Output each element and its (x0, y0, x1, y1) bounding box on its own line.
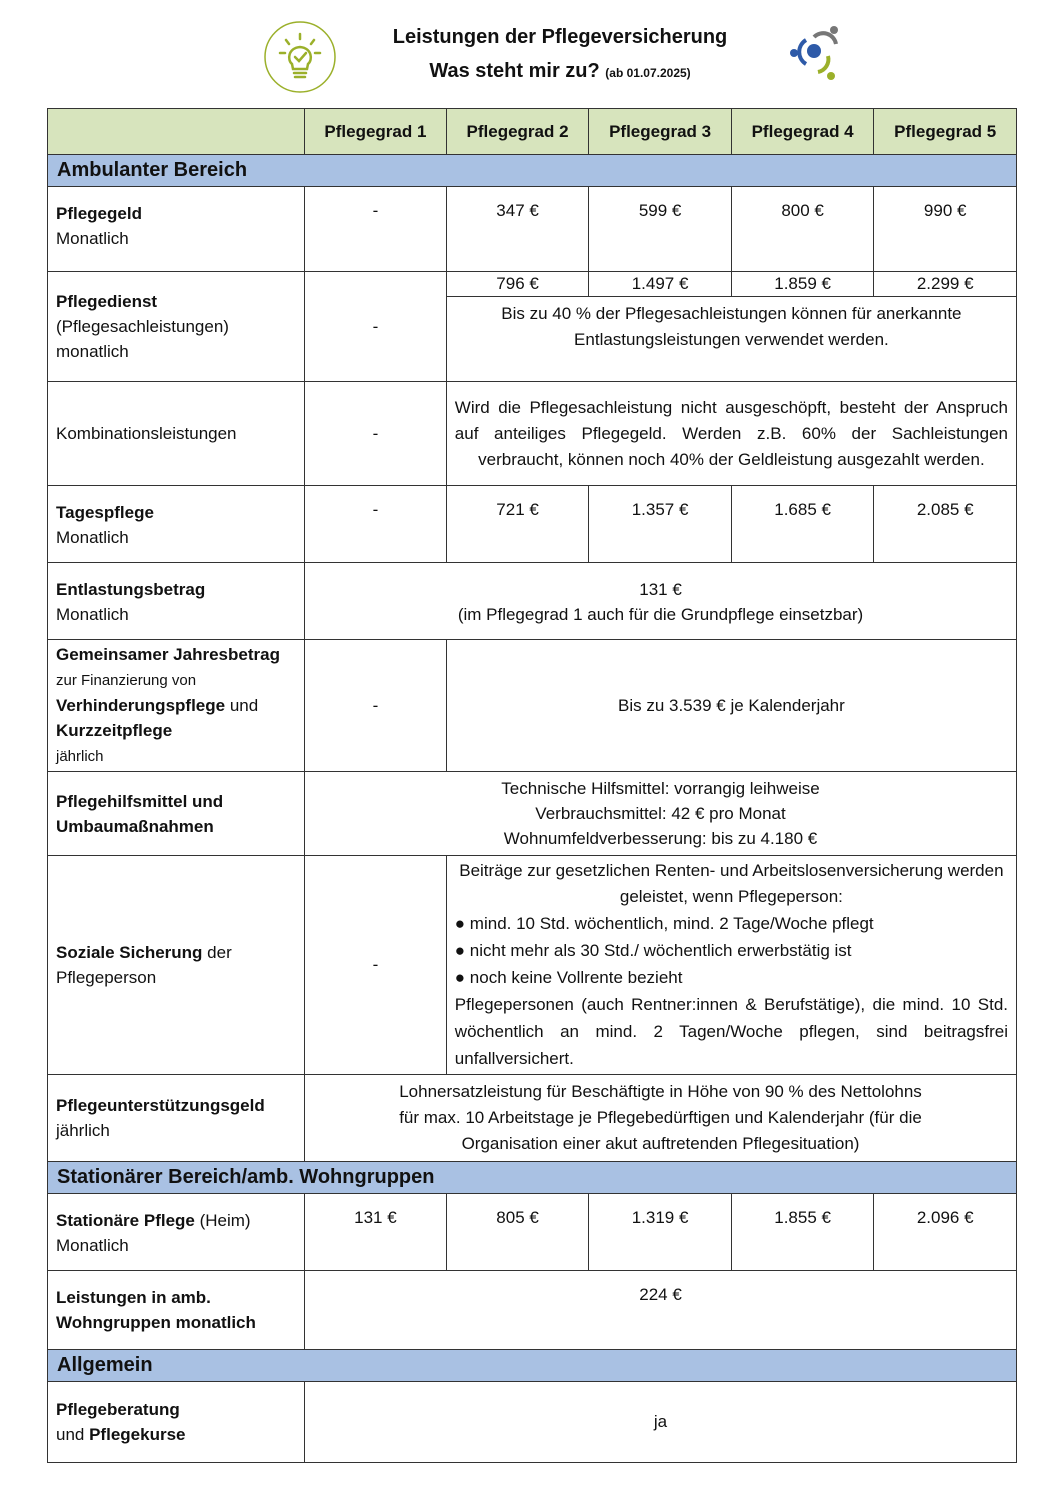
table-row-hilfsmittel (48, 772, 1017, 856)
cell-pg1: 131 € (305, 1194, 447, 1271)
row-label: Pflegehilfsmittel und Umbaumaßnahmen (48, 772, 305, 856)
row-label: Pflegegeld Monatlich (48, 187, 305, 272)
row-label: Tagespflege Monatlich (48, 486, 305, 563)
cell-pg2: 721 € (446, 486, 589, 563)
header-pflegegrad-1: Pflegegrad 1 (305, 109, 447, 155)
header-pflegegrad-2: Pflegegrad 2 (446, 109, 589, 155)
cell-pg2: 347 € (446, 187, 589, 272)
cell-pg2: 805 € (446, 1194, 589, 1271)
cell-pg5: 2.299 € (874, 272, 1017, 297)
table-row-jahresbetrag (48, 640, 1017, 772)
row-label: Gemeinsamer Jahresbetrag zur Finanzierung von Verhinderungspflege und Kurzzeitpflege jährlich (48, 640, 305, 772)
table-row-unterstuetzung (48, 1075, 1017, 1162)
bullet-item: ● nicht mehr als 30 Std./ wöchentlich erwerbstätig ist (454, 941, 852, 960)
row-label: Entlastungsbetrag Monatlich (48, 563, 305, 640)
header-pflegegrad-5: Pflegegrad 5 (874, 109, 1017, 155)
cell-pg3: 599 € (589, 187, 732, 272)
table-header-row (48, 109, 1017, 155)
bullet-item: ● mind. 10 Std. wöchentlich, mind. 2 Tage/Woche pflegt (454, 914, 874, 933)
page-header (0, 0, 1059, 105)
table-row-stationaer (48, 1194, 1017, 1271)
cell-pg1: - (305, 382, 447, 486)
cell-pg2: 796 € (446, 272, 589, 297)
benefits-table (47, 108, 1017, 1463)
cell-pg4: 800 € (731, 187, 874, 272)
table-row-pflegedienst (48, 272, 1017, 297)
header-cell-empty (48, 109, 305, 155)
jahresbetrag-value: Bis zu 3.539 € je Kalenderjahr (446, 640, 1016, 772)
section-allgemein: Allgemein (48, 1350, 1017, 1382)
hilfsmittel-text: Technische Hilfsmittel: vorrangig leihweise Verbrauchsmittel: 42 € pro Monat Wohnumfeldverbesserung: bis zu 4.180 € (305, 772, 1017, 856)
cell-pg4: 1.859 € (731, 272, 874, 297)
row-label: Pflegeunterstützungsgeld jährlich (48, 1075, 305, 1162)
cell-pg1: - (305, 272, 447, 382)
entlastung-value: 131 € (im Pflegegrad 1 auch für die Grundpflege einsetzbar) (305, 563, 1017, 640)
table-row-kombination (48, 382, 1017, 486)
cell-pg5: 2.085 € (874, 486, 1017, 563)
cell-pg3: 1.497 € (589, 272, 732, 297)
table-row-tagespflege (48, 486, 1017, 563)
people-circle-logo-icon (784, 22, 848, 86)
cell-pg5: 990 € (874, 187, 1017, 272)
cell-pg1: - (305, 486, 447, 563)
cell-pg1: - (305, 640, 447, 772)
cell-pg3: 1.357 € (589, 486, 732, 563)
row-label: Kombinationsleistungen (48, 382, 305, 486)
lightbulb-check-icon (263, 20, 337, 94)
cell-pg3: 1.319 € (589, 1194, 732, 1271)
cell-pg1: - (305, 187, 447, 272)
table-row-beratung (48, 1382, 1017, 1463)
cell-pg1: - (305, 856, 447, 1075)
header-pflegegrad-3: Pflegegrad 3 (589, 109, 732, 155)
pflegedienst-note: Bis zu 40 % der Pflegesachleistungen können für anerkannte Entlastungsleistungen verwendet werden. (446, 297, 1016, 382)
beratung-value: ja (305, 1382, 1017, 1463)
table-row-entlastung (48, 563, 1017, 640)
kombination-text: Wird die Pflegesachleistung nicht ausgeschöpft, besteht der Anspruch auf anteiliges Pflegegeld. Werden z.B. 60% der Sachleistungen verbraucht, können noch 40% der Geldleistung ausgezahlt werden. (446, 382, 1016, 486)
row-label: Stationäre Pflege (Heim) Monatlich (48, 1194, 305, 1271)
row-label: Pflegeberatung und Pflegekurse (48, 1382, 305, 1463)
section-stationaer: Stationärer Bereich/amb. Wohngruppen (48, 1162, 1017, 1194)
cell-pg5: 2.096 € (874, 1194, 1017, 1271)
table-row-wohngruppen (48, 1271, 1017, 1350)
cell-pg4: 1.855 € (731, 1194, 874, 1271)
page-subtitle: Was steht mir zu? (ab 01.07.2025) (429, 60, 691, 82)
bullet-item: ● noch keine Vollrente bezieht (454, 968, 683, 987)
unterstuetzung-text: Lohnersatzleistung für Beschäftigte in Höhe von 90 % des Nettolohns für max. 10 Arbeitstage je Pflegebedürftigen und Kalenderjahr (für die Organisation einer akut auftretenden Pflegesituation) (305, 1075, 1017, 1162)
row-label: Leistungen in amb. Wohngruppen monatlich (48, 1271, 305, 1350)
section-ambulant: Ambulanter Bereich (48, 155, 1017, 187)
row-label: Soziale Sicherung der Pflegeperson (48, 856, 305, 1075)
table-row-pflegegeld (48, 187, 1017, 272)
sozial-text: Beiträge zur gesetzlichen Renten- und Arbeitslosenversicherung werden geleistet, wenn Pflegeperson: ● mind. 10 Std. wöchentlich, mind. 2 Tage/Woche pflegt ● nicht mehr als 30 Std./ wöchentlich erwerbstätig ist ● noch keine Vollrente bezieht Pflegepersonen (auch Rentner:innen & Berufstätige), die mind. 10 Std. wöchentlich an mind. 2 Tagen/Woche pflegen, sind beitragsfrei unfallversichert. (446, 856, 1016, 1075)
header-pflegegrad-4: Pflegegrad 4 (731, 109, 874, 155)
row-label: Pflegedienst (Pflegesachleistungen) monatlich (48, 272, 305, 382)
cell-pg4: 1.685 € (731, 486, 874, 563)
page-title: Leistungen der Pflegeversicherung (392, 26, 728, 48)
date-note: (ab 01.07.2025) (605, 66, 691, 80)
wohngruppen-value: 224 € (305, 1271, 1017, 1350)
table-row-sozial (48, 856, 1017, 1075)
